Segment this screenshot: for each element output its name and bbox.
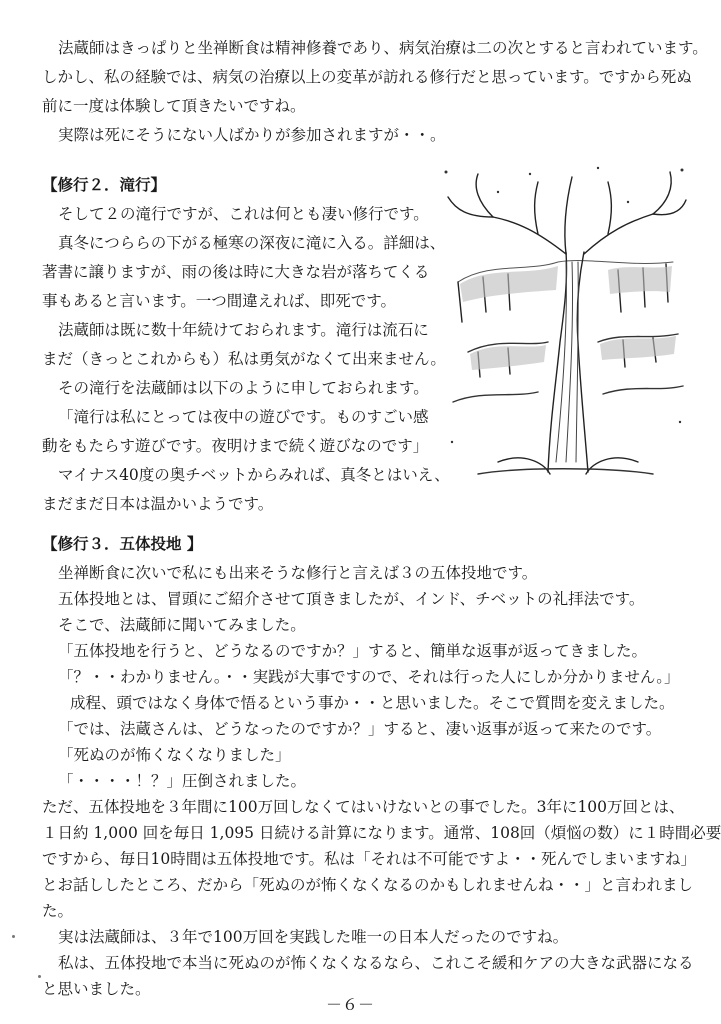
section-2-line: 法蔵師は既に数十年続けておられます。滝行は流石に bbox=[58, 321, 429, 339]
section-3-line: と思いました。 bbox=[42, 980, 151, 998]
section-2-heading: 【修行２．滝行】 bbox=[42, 175, 167, 194]
intro-line-3: 前に一度は体験して頂きたいですね。 bbox=[42, 97, 306, 115]
section-2-line: 動をもたらす遊びです。夜明けまで続く遊びなのです」 bbox=[42, 437, 429, 455]
intro-line-4: 実際は死にそうにない人ばかりが参加されますが・・。 bbox=[58, 126, 446, 144]
section-3-line: 「？・・わかりません。・・実践が大事ですので、それは行った人にしか分かりません。」 bbox=[58, 668, 680, 686]
section-3-line: 私は、五体投地で本当に死ぬのが怖くなくなるなら、これこそ緩和ケアの大きな武器になる bbox=[58, 954, 694, 972]
section-3-line: １日約 1,000 回を毎日 1,095 日続ける計算になります。通常、108回（煩悩の数）に１時間必要 bbox=[42, 824, 721, 842]
section-3-line: 「死ぬのが怖くなくなりました」 bbox=[58, 746, 291, 764]
section-3-line: とお話ししたところ、だから「死ぬのが怖くなくなるのかもしれませんね・・」と言われまし bbox=[42, 876, 694, 894]
page-number: －６－ bbox=[325, 995, 374, 1014]
section-3-line: 成程、頭ではなく身体で悟るという事か・・と思いました。そこで質問を変えました。 bbox=[70, 694, 675, 712]
scan-speck bbox=[38, 975, 41, 978]
section-2-line: 真冬につららの下がる極寒の深夜に滝に入る。詳細は、 bbox=[58, 234, 446, 252]
section-3-heading: 【修行３．五体投地 】 bbox=[42, 534, 203, 553]
section-2-line: マイナス40度の奥チベットからみれば、真冬とはいえ、 bbox=[58, 466, 450, 484]
section-3-line: 坐禅断食に次いで私にも出来そうな修行と言えば３の五体投地です。 bbox=[58, 564, 538, 582]
scan-speck bbox=[12, 935, 15, 938]
section-2-line: その滝行を法蔵師は以下のように申しておられます。 bbox=[58, 379, 429, 397]
section-3-line: ですから、毎日10時間は五体投地です。私は「それは不可能ですよ・・死んでしまいますね」 bbox=[42, 850, 696, 868]
section-2-line: そして２の滝行ですが、これは何とも凄い修行です。 bbox=[58, 205, 429, 223]
section-3-line: 「五体投地を行うと、どうなるのですか？」すると、簡単な返事が返ってきました。 bbox=[58, 642, 648, 660]
intro-line-1: 法蔵師はきっぱりと坐禅断食は精神修養であり、病気治療は二の次とすると言われています。 bbox=[58, 39, 708, 57]
section-3-line: ただ、五体投地を３年間に100万回しなくてはいけないとの事でした。3年に100万回とは、 bbox=[42, 798, 685, 816]
section-3-line: 五体投地とは、冒頭にご紹介させて頂きましたが、インド、チベットの礼拝法です。 bbox=[58, 590, 645, 608]
section-2-line: 著書に譲りますが、雨の後は時に大きな岩が落ちてくる bbox=[42, 263, 430, 281]
section-2-line: 事もあると言います。一つ間違えれば、即死です。 bbox=[42, 292, 397, 310]
section-3-line: 「・・・・！？」圧倒されました。 bbox=[58, 772, 307, 790]
section-3-line: そこで、法蔵師に聞いてみました。 bbox=[58, 616, 306, 634]
section-2-line: 「滝行は私にとっては夜中の遊びです。ものすごい感 bbox=[58, 408, 429, 426]
tree-waterfall-illustration bbox=[438, 162, 688, 480]
section-2-line: まだ（きっとこれからも）私は勇気がなくて出来ません。 bbox=[42, 350, 446, 368]
intro-line-2: しかし、私の経験では、病気の治療以上の変革が訪れる修行だと思っています。ですから死ぬ bbox=[42, 68, 692, 86]
section-3-line: 実は法蔵師は、３年で100万回を実践した唯一の日本人だったのですね。 bbox=[58, 928, 569, 946]
section-3-line: た。 bbox=[42, 902, 74, 920]
section-2-line: まだまだ日本は温かいようです。 bbox=[42, 495, 274, 513]
section-3-line: 「では、法蔵さんは、どうなったのですか？」すると、凄い返事が返って来たのです。 bbox=[58, 720, 662, 738]
